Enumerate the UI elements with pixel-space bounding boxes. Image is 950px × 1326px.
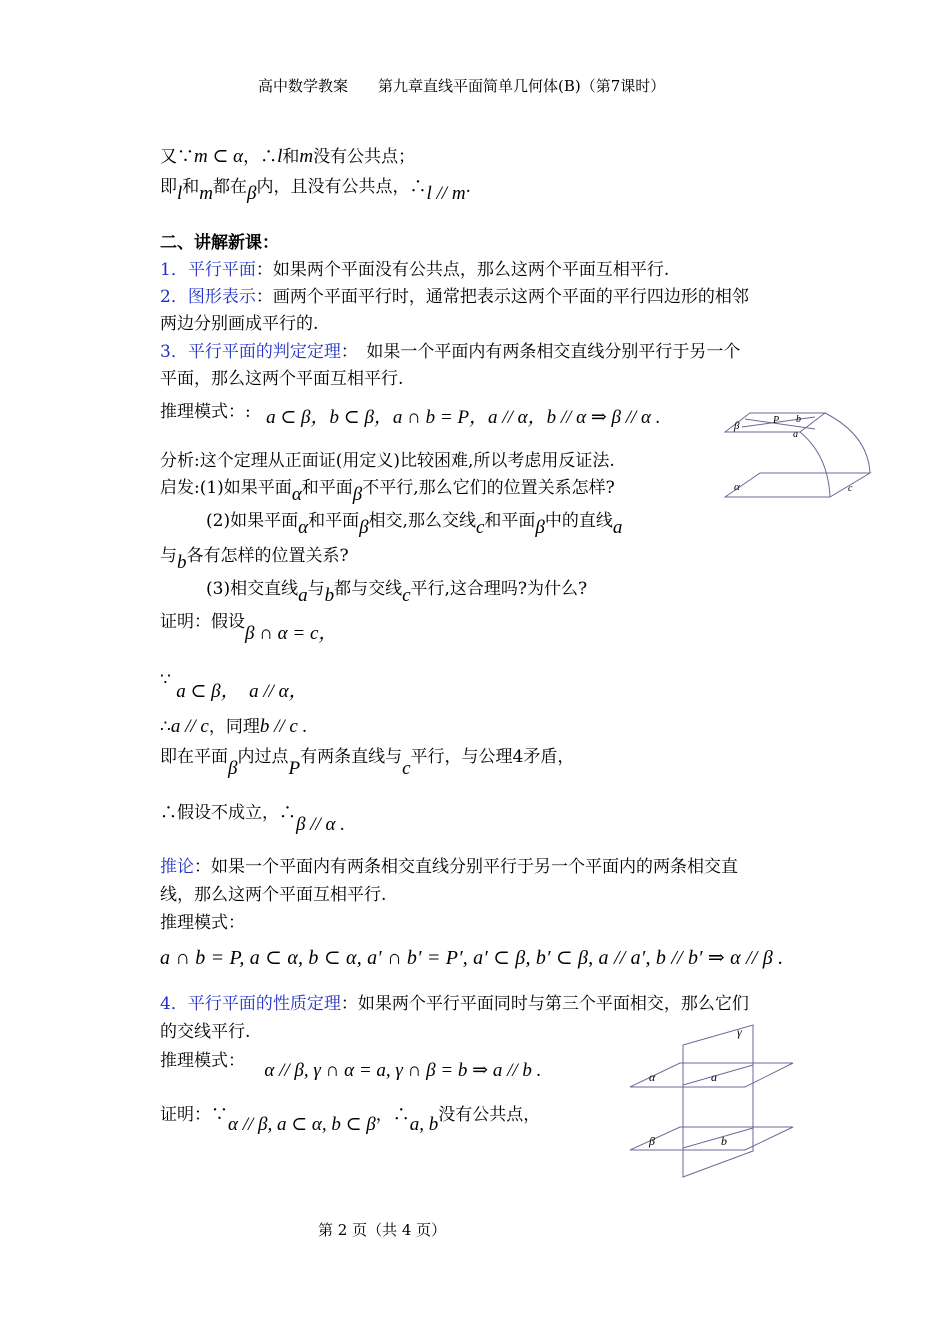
var-beta: β	[247, 183, 257, 204]
text: 又∵	[160, 147, 194, 167]
text: ，∴	[243, 147, 278, 167]
formula: α // β, a ⊂ α, b ⊂ β	[228, 1114, 376, 1135]
text: 平行,这合理吗?为什么?	[410, 579, 588, 599]
proof-therefore	[160, 712, 307, 738]
item-4-reasoning	[160, 1046, 542, 1081]
item-label: 2．图形表示	[160, 287, 256, 307]
formula: a ⊂ β，b ⊂ β，a ∩ b = P，a // α，b // α ⇒ β // α .	[266, 407, 661, 428]
var-beta: β	[535, 517, 545, 538]
text: ，同理	[208, 717, 260, 737]
intro-line-2	[160, 172, 471, 204]
formula: a // c	[170, 716, 209, 737]
corollary-line-2: 线，那么这两个平面互相平行.	[160, 885, 387, 905]
text: 内，且没有公共点，∴	[256, 177, 427, 197]
item-text: ：画两个平面平行时，通常把表示这两个平面的平行四边形的相邻	[255, 287, 749, 307]
var-alpha: α	[291, 484, 302, 505]
proof-assume	[160, 606, 338, 644]
label-a: a	[711, 1070, 717, 1084]
text: 都与交线	[334, 579, 403, 599]
line-b	[683, 1128, 753, 1148]
label-a: a	[793, 429, 798, 440]
text: .	[465, 177, 471, 197]
text: 不平行,那么它们的位置关系怎样?	[362, 478, 615, 498]
item-2-line-2: 两边分别画成平行的.	[160, 314, 319, 334]
var-P: P	[288, 758, 301, 779]
formula: β ∩ α = c，	[245, 623, 338, 644]
var-c: c	[475, 517, 485, 538]
line-a	[745, 419, 815, 429]
text: 有两条直线与	[300, 747, 403, 767]
corollary-formula: a ∩ b = P, a ⊂ α, b ⊂ α, a′ ∩ b′ = P′, a′ ⊂ β, b′ ⊂ β, a // a′, b // b′ ⇒ α // β .	[160, 947, 784, 969]
page-header: 高中数学教案 第九章直线平面简单几何体(B)（第7课时）	[258, 77, 666, 95]
formula: a, b	[409, 1114, 439, 1135]
text: 启发:(1)如果平面	[160, 478, 292, 498]
item-4-line-2: 的交线平行.	[160, 1022, 251, 1042]
text: 各有怎样的位置关系?	[186, 546, 349, 566]
var-a: a	[612, 517, 623, 538]
text: 和	[282, 147, 300, 167]
var-m: m	[299, 146, 314, 167]
text: 证明：假设	[160, 612, 245, 632]
text: ∴假设不成立，∴	[160, 803, 296, 823]
label-b: b	[796, 414, 801, 425]
therefore-symbol: ∴	[160, 717, 171, 737]
var-c: c	[402, 585, 411, 606]
analysis: 分析:这个定理从正面证(用定义)比较困难,所以考虑用反证法.	[160, 451, 615, 471]
corollary-text: ：如果一个平面内有两条相交直线分别平行于另一个平面内的两条相交直	[194, 857, 738, 877]
label-b: b	[721, 1134, 727, 1148]
reasoning-label: 推理模式：	[160, 1051, 245, 1071]
item-4	[160, 989, 749, 1014]
text: 与	[307, 579, 325, 599]
label-beta: β	[649, 1134, 655, 1148]
text: 平行，与公理4矛盾，	[410, 747, 575, 767]
var-beta: β	[228, 758, 238, 779]
item-3-line-2: 平面，那么这两个平面互相平行.	[160, 369, 404, 389]
var-l: l	[177, 183, 183, 204]
var-beta: β	[359, 517, 369, 538]
text: 与	[160, 546, 177, 566]
text: 相交,那么交线	[368, 511, 476, 531]
inspire-q2-line-2	[160, 541, 349, 573]
var-m: m	[199, 183, 214, 204]
label-beta: β	[734, 420, 740, 432]
corollary	[160, 852, 738, 877]
figure-parallel-planes-judgment	[720, 405, 880, 505]
item-label: 4．平行平面的性质定理	[160, 994, 341, 1014]
item-text: ： 如果一个平面内有两条相交直线分别平行于另一个	[340, 342, 741, 362]
intro-line-1	[160, 142, 415, 168]
reasoning-1	[160, 396, 661, 428]
proof-contradiction	[160, 742, 575, 779]
item-3	[160, 337, 740, 362]
arc-right	[825, 413, 870, 473]
arc-left	[800, 432, 830, 497]
label-alpha: α	[649, 1070, 656, 1084]
formula: a ⊂ β， a // α，	[176, 681, 308, 702]
inspire-q2	[206, 506, 623, 538]
plane-gamma	[683, 1025, 753, 1177]
text: 内过点	[237, 747, 289, 767]
label-P: P	[773, 415, 780, 426]
label-alpha: α	[734, 481, 740, 493]
var-c: c	[402, 758, 411, 779]
inspire-q3	[206, 574, 588, 606]
page-footer: 第 2 页（共 4 页）	[318, 1221, 447, 1239]
text: 中的直线	[544, 511, 613, 531]
var-b: b	[324, 585, 335, 606]
formula: β // α .	[296, 814, 345, 835]
var-l: l	[277, 146, 283, 167]
text: 和	[182, 177, 200, 197]
var-beta: β	[352, 484, 363, 505]
item-text: ：如果两个平面没有公共点，那么这两个平面互相平行.	[255, 260, 670, 280]
text: 没有公共点，	[438, 1105, 541, 1125]
item-2	[160, 282, 749, 307]
line-a	[683, 1065, 753, 1085]
inspire-q1	[160, 473, 615, 505]
formula: m ⊂ α	[194, 146, 244, 167]
formula: b // c .	[259, 716, 308, 737]
proof-conclusion	[160, 798, 345, 835]
text: ，∴	[375, 1105, 410, 1125]
text: 即	[160, 177, 177, 197]
text: 即在平面	[160, 747, 228, 767]
text: 都在	[213, 177, 248, 197]
item-label: 3．平行平面的判定定理	[160, 342, 341, 362]
section-heading: 二、讲解新课：	[160, 233, 279, 253]
text: 和平面	[308, 511, 360, 531]
corollary-reasoning-label: 推理模式：	[160, 913, 245, 933]
figure-parallel-planes-property	[625, 1015, 795, 1180]
var-alpha: α	[298, 517, 309, 538]
item-text: ：如果两个平行平面同时与第三个平面相交，那么它们	[340, 994, 749, 1014]
label-gamma: γ	[737, 1025, 742, 1039]
var-a: a	[298, 585, 308, 606]
var-b: b	[177, 552, 187, 573]
formula: l // m	[426, 183, 466, 204]
label-c: c	[848, 483, 853, 494]
item-label: 1．平行平面	[160, 260, 256, 280]
reasoning-label: 推理模式：:	[160, 402, 251, 422]
text: (2)如果平面	[206, 511, 299, 531]
text: 和平面	[484, 511, 536, 531]
proof-because	[160, 664, 308, 702]
text: 没有公共点；	[313, 147, 416, 167]
text: 和平面	[301, 478, 353, 498]
formula: α // β, γ ∩ α = a, γ ∩ β = b ⇒ a // b .	[264, 1060, 542, 1081]
text: 证明：∵	[160, 1105, 228, 1125]
corollary-label: 推论	[160, 857, 194, 877]
text: (3)相交直线	[206, 579, 299, 599]
because-symbol: ∵	[160, 670, 171, 690]
item-4-proof	[160, 1100, 541, 1135]
item-1	[160, 255, 669, 280]
